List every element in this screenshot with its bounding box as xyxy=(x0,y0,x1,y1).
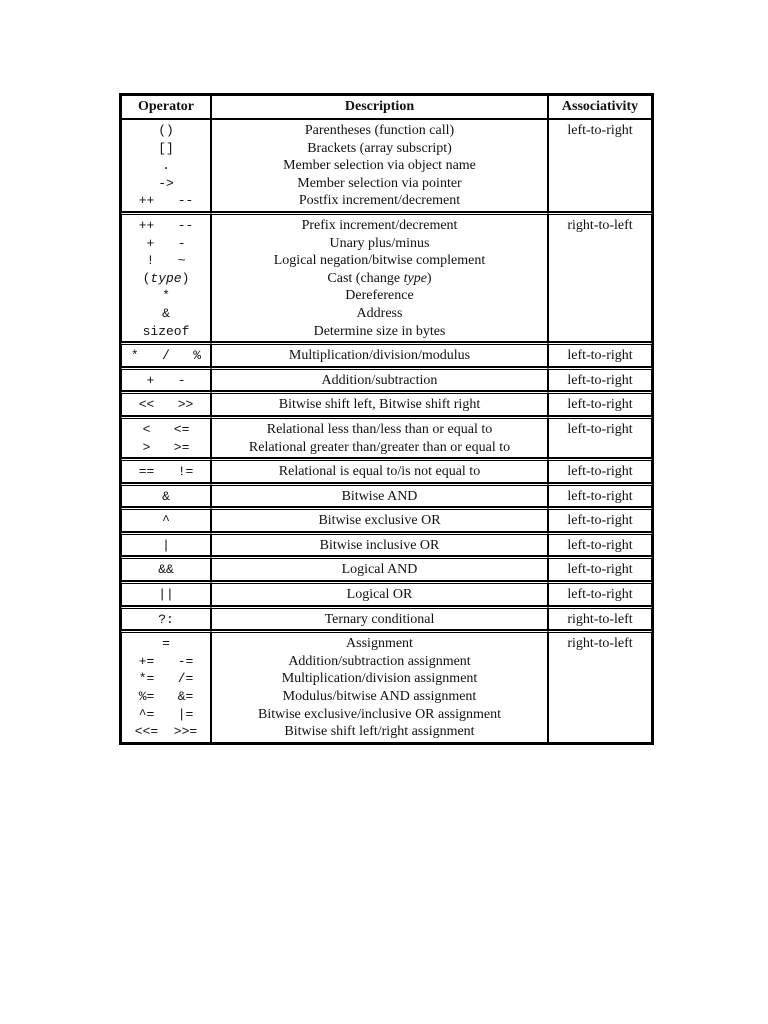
operator-cell xyxy=(121,342,211,367)
operator-symbol: && xyxy=(158,562,174,578)
operator-symbol: ++ -- xyxy=(138,217,194,233)
description-cell xyxy=(211,483,548,508)
operator-description: Bitwise AND xyxy=(341,488,418,504)
associativity-value: left-to-right xyxy=(567,123,633,138)
description-cell xyxy=(211,119,548,212)
associativity-value: left-to-right xyxy=(567,397,633,413)
associativity-cell xyxy=(548,212,652,342)
table-row xyxy=(121,507,652,532)
operator-symbol: * xyxy=(162,288,170,304)
associativity-cell xyxy=(548,483,652,508)
header-row xyxy=(121,95,652,119)
description-cell xyxy=(211,458,548,483)
operator-description: Logical AND xyxy=(341,562,418,578)
operator-symbol: *= /= xyxy=(138,671,194,687)
associativity-value: left-to-right xyxy=(567,562,633,578)
operator-symbol: <<= >>= xyxy=(134,724,198,740)
associativity-cell xyxy=(548,119,652,212)
description-cell xyxy=(211,630,548,743)
associativity-value: left-to-right xyxy=(567,488,633,504)
associativity-cell xyxy=(548,416,652,458)
table-row xyxy=(121,630,652,743)
associativity-cell xyxy=(548,606,652,631)
operator-symbol: * / % xyxy=(130,348,202,364)
description-cell xyxy=(211,581,548,606)
operator-description: Bitwise exclusive/inclusive OR assignment xyxy=(257,706,502,722)
operator-symbol: & xyxy=(162,305,170,321)
operator-cell xyxy=(121,458,211,483)
operator-description: Bitwise exclusive OR xyxy=(318,513,441,529)
associativity-cell xyxy=(548,342,652,367)
operator-description: Relational greater than/greater than or equal to xyxy=(248,439,511,455)
operator-cell xyxy=(121,532,211,557)
description-cell xyxy=(211,532,548,557)
associativity-value: left-to-right xyxy=(567,372,633,388)
operator-symbol: ^= |= xyxy=(138,706,194,722)
associativity-cell xyxy=(548,507,652,532)
operator-description: Bitwise shift left, Bitwise shift right xyxy=(278,397,481,413)
operator-symbol: << >> xyxy=(138,397,194,413)
operator-description: Postfix increment/decrement xyxy=(298,193,461,209)
table-row xyxy=(121,367,652,392)
header-description: Description xyxy=(211,95,548,119)
operator-cell xyxy=(121,212,211,342)
operator-cell xyxy=(121,556,211,581)
operator-symbol: ?: xyxy=(158,611,174,627)
operator-description: Member selection via object name xyxy=(283,158,476,174)
operator-symbol: ! ~ xyxy=(146,253,186,269)
operator-cell xyxy=(121,391,211,416)
associativity-value: left-to-right xyxy=(567,513,633,529)
description-cell xyxy=(211,342,548,367)
operator-symbol: [] xyxy=(158,140,174,156)
description-cell xyxy=(211,367,548,392)
table-row xyxy=(121,119,652,212)
operator-symbol: %= &= xyxy=(138,689,194,705)
table-row xyxy=(121,458,652,483)
operator-symbol: = xyxy=(162,636,170,652)
associativity-cell xyxy=(548,391,652,416)
operator-description: Bitwise inclusive OR xyxy=(319,537,440,553)
operator-symbol: sizeof xyxy=(142,323,190,339)
operator-description: Cast (change type) xyxy=(327,270,432,286)
operator-symbol: += -= xyxy=(138,653,194,669)
description-cell xyxy=(211,416,548,458)
operator-cell xyxy=(121,606,211,631)
operator-description: Brackets (array subscript) xyxy=(307,140,452,156)
operator-symbol: () xyxy=(158,123,174,138)
description-cell xyxy=(211,556,548,581)
operator-cell xyxy=(121,507,211,532)
operator-description: Dereference xyxy=(345,288,414,304)
operator-description: Addition/subtraction assignment xyxy=(288,653,471,669)
operator-description: Address xyxy=(356,305,403,321)
table-row xyxy=(121,532,652,557)
operator-description: Parentheses (function call) xyxy=(304,123,455,138)
operator-description: Logical OR xyxy=(346,587,413,603)
operator-description: Assignment xyxy=(346,636,413,652)
operator-cell xyxy=(121,367,211,392)
header-operator: Operator xyxy=(121,95,211,119)
operator-description: Determine size in bytes xyxy=(313,323,446,339)
table-row xyxy=(121,342,652,367)
associativity-value: left-to-right xyxy=(567,537,633,553)
table-row xyxy=(121,606,652,631)
operator-description: Addition/subtraction xyxy=(321,372,438,388)
operator-symbol: & xyxy=(162,488,170,504)
operator-symbol: | xyxy=(162,537,170,553)
operator-description: Ternary conditional xyxy=(324,611,435,627)
operator-description: Modulus/bitwise AND assignment xyxy=(282,689,477,705)
operator-symbol: || xyxy=(158,587,174,603)
description-cell xyxy=(211,606,548,631)
operator-description: Multiplication/division assignment xyxy=(281,671,478,687)
table-row xyxy=(121,212,652,342)
operator-description: Multiplication/division/modulus xyxy=(288,348,471,364)
table-row xyxy=(121,483,652,508)
operator-symbol: + - xyxy=(146,235,186,251)
operator-cell xyxy=(121,581,211,606)
operator-symbol: == != xyxy=(138,464,194,480)
table-row xyxy=(121,391,652,416)
table-row xyxy=(121,416,652,458)
table-row xyxy=(121,581,652,606)
operator-symbol: ++ -- xyxy=(138,193,194,209)
associativity-cell xyxy=(548,630,652,743)
operator-symbol: ^ xyxy=(162,513,170,529)
description-cell xyxy=(211,391,548,416)
operator-description: Logical negation/bitwise complement xyxy=(273,253,486,269)
associativity-value: left-to-right xyxy=(567,587,633,603)
associativity-value: left-to-right xyxy=(567,348,633,364)
operator-symbol: < <= xyxy=(142,421,190,437)
associativity-value: right-to-left xyxy=(567,636,633,652)
header-associativity: Associativity xyxy=(548,95,652,119)
associativity-cell xyxy=(548,581,652,606)
operator-precedence-table xyxy=(119,93,654,745)
associativity-value: left-to-right xyxy=(567,464,633,480)
operator-description: Unary plus/minus xyxy=(329,235,430,251)
operator-description: Bitwise shift left/right assignment xyxy=(284,724,475,740)
associativity-cell xyxy=(548,556,652,581)
associativity-value: right-to-left xyxy=(567,217,633,233)
operator-cell xyxy=(121,416,211,458)
operator-cell xyxy=(121,119,211,212)
operator-cell xyxy=(121,483,211,508)
operator-cell xyxy=(121,630,211,743)
associativity-value: left-to-right xyxy=(567,421,633,437)
operator-symbol: . xyxy=(162,158,170,174)
operator-description: Relational less than/less than or equal to xyxy=(266,421,493,437)
operator-symbol: + - xyxy=(146,372,186,388)
associativity-cell xyxy=(548,458,652,483)
associativity-cell xyxy=(548,532,652,557)
operator-description: Member selection via pointer xyxy=(297,175,462,191)
operator-symbol: (type) xyxy=(142,270,190,286)
operator-description: Relational is equal to/is not equal to xyxy=(278,464,481,480)
operator-description: Prefix increment/decrement xyxy=(301,217,458,233)
description-cell xyxy=(211,212,548,342)
operator-symbol: > >= xyxy=(142,439,190,455)
table-body xyxy=(121,119,652,743)
associativity-cell xyxy=(548,367,652,392)
associativity-value: right-to-left xyxy=(567,611,633,627)
description-cell xyxy=(211,507,548,532)
table-row xyxy=(121,556,652,581)
operator-symbol: -> xyxy=(158,175,174,191)
